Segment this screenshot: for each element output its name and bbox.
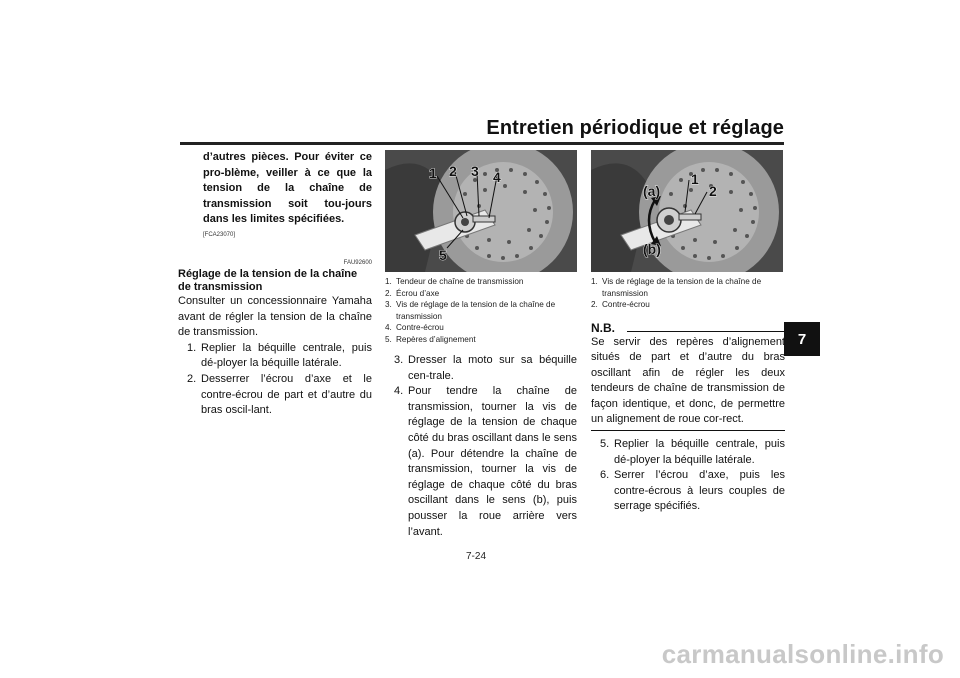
step-1: [178, 341, 372, 372]
step-number: 2.: [187, 372, 197, 385]
column-right: [591, 150, 785, 515]
page-number: 7-24: [466, 551, 487, 562]
step-6: [591, 468, 785, 515]
caption-text: Écrou d’axe: [396, 288, 440, 298]
adjusting-bolt-illustration: [591, 150, 783, 272]
chapter-tab[interactable]: 7: [784, 322, 820, 356]
column-middle: [385, 150, 577, 540]
caption-number: 1.: [591, 277, 598, 286]
caption-number: 2.: [591, 300, 598, 309]
step-number: 1.: [187, 341, 197, 354]
figure-label-3: 3: [471, 163, 479, 179]
step-text: Replier la béquille centrale, puis dé-ployer la béquille latérale.: [614, 438, 785, 466]
watermark: carmanualsonline.info: [661, 639, 944, 669]
figure-label-2: 2: [709, 183, 717, 199]
section-heading: Réglage de la tension de la chaîne de transmission: [178, 267, 358, 293]
chain-adjuster-illustration: [385, 150, 577, 272]
step-text: Dresser la moto sur sa béquille cen-trale.: [408, 354, 577, 382]
caption-number: 2.: [385, 288, 392, 298]
caption-text: Tendeur de chaîne de transmission: [396, 277, 524, 286]
step-5: [591, 437, 785, 468]
caption-text: Repères d’alignement: [396, 334, 476, 344]
figure-captions-1: [385, 276, 577, 345]
caption-number: 3.: [385, 300, 392, 309]
figure-label-4: 4: [493, 169, 501, 185]
caption-text: Vis de réglage de la tension de la chaîne de transmission: [602, 277, 762, 298]
caption-number: 1.: [385, 277, 392, 286]
figure-label-1: 1: [429, 165, 437, 181]
caption-item: [385, 288, 577, 300]
nb-heading: [591, 321, 785, 335]
caption-item: [591, 276, 785, 299]
caution-text: d’autres pièces. Pour éviter ce pro-blème, veiller à ce que la tension de la chaîne de transmission soit tou-jours dans les limites spécifiées.: [203, 151, 372, 226]
adjusting-bolt-figure: [591, 150, 783, 272]
header-rule: [180, 142, 784, 145]
caption-number: 5.: [385, 334, 392, 344]
caption-item: [385, 322, 577, 334]
intro-paragraph: Consulter un concessionnaire Yamaha avant de régler la tension de la chaîne de transmission.: [178, 294, 372, 339]
nb-text: Se servir des repères d’alignement situés de part et d’autre du bras oscillant afin de régler les deux tendeurs de chaîne de transmission de façon identique, et donc, de permettre un alignement de roue cor-rect.: [591, 335, 785, 426]
nb-heading-label: N.B.: [591, 320, 615, 335]
caption-number: 4.: [385, 323, 392, 332]
section-code: FAU92600: [343, 259, 372, 266]
step-number: 4.: [394, 385, 404, 398]
figure-label-5: 5: [439, 247, 447, 263]
nb-end-rule: [591, 430, 785, 431]
step-text: Serrer l’écrou d’axe, puis les contre-écrous à leurs couples de serrage spécifiés.: [614, 469, 785, 513]
caption-text: Contre-écrou: [602, 300, 650, 309]
caption-item: [385, 299, 577, 322]
steps-list-3: [591, 437, 785, 515]
caption-text: Vis de réglage de la tension de la chaîne de transmission: [396, 300, 556, 321]
step-text: Replier la béquille centrale, puis dé-ployer la béquille latérale.: [201, 341, 372, 370]
caption-item: [591, 299, 785, 311]
column-left: [178, 150, 372, 419]
step-text: Pour tendre la chaîne de transmission, tourner la vis de réglage de la tension de chaque côté du bras oscillant dans le sens (a). Pour détendre la chaîne de transmission, tourner la vis de réglage de chaque côté du bras oscillant dans le sens (b), puis pousser la roue arrière vers l’avant.: [408, 385, 577, 538]
caption-item: [385, 276, 577, 288]
step-3: [385, 353, 577, 384]
figure-label-2: 2: [449, 163, 457, 179]
step-number: 6.: [600, 469, 610, 482]
page-title: Entretien périodique et réglage: [486, 117, 784, 139]
steps-list-1: [178, 341, 372, 419]
steps-list-2: [385, 353, 577, 540]
step-number: 3.: [394, 354, 404, 366]
step-text: Desserrer l’écrou d’axe et le contre-écrou de part et d’autre du bras oscil-lant.: [201, 372, 372, 417]
step-number: 5.: [600, 438, 610, 451]
step-2: [178, 372, 372, 419]
figure-captions-2: [591, 276, 785, 311]
figure-label-1: 1: [691, 171, 699, 187]
caption-text: Contre-écrou: [396, 323, 444, 332]
caution-code: [FCA23070]: [203, 231, 236, 238]
nb-rule: [627, 331, 785, 332]
chain-adjuster-figure: [385, 150, 577, 272]
step-4: [385, 384, 577, 540]
caption-item: [385, 334, 577, 346]
figure-label-b: (b): [643, 241, 661, 257]
figure-label-a: (a): [643, 183, 661, 199]
